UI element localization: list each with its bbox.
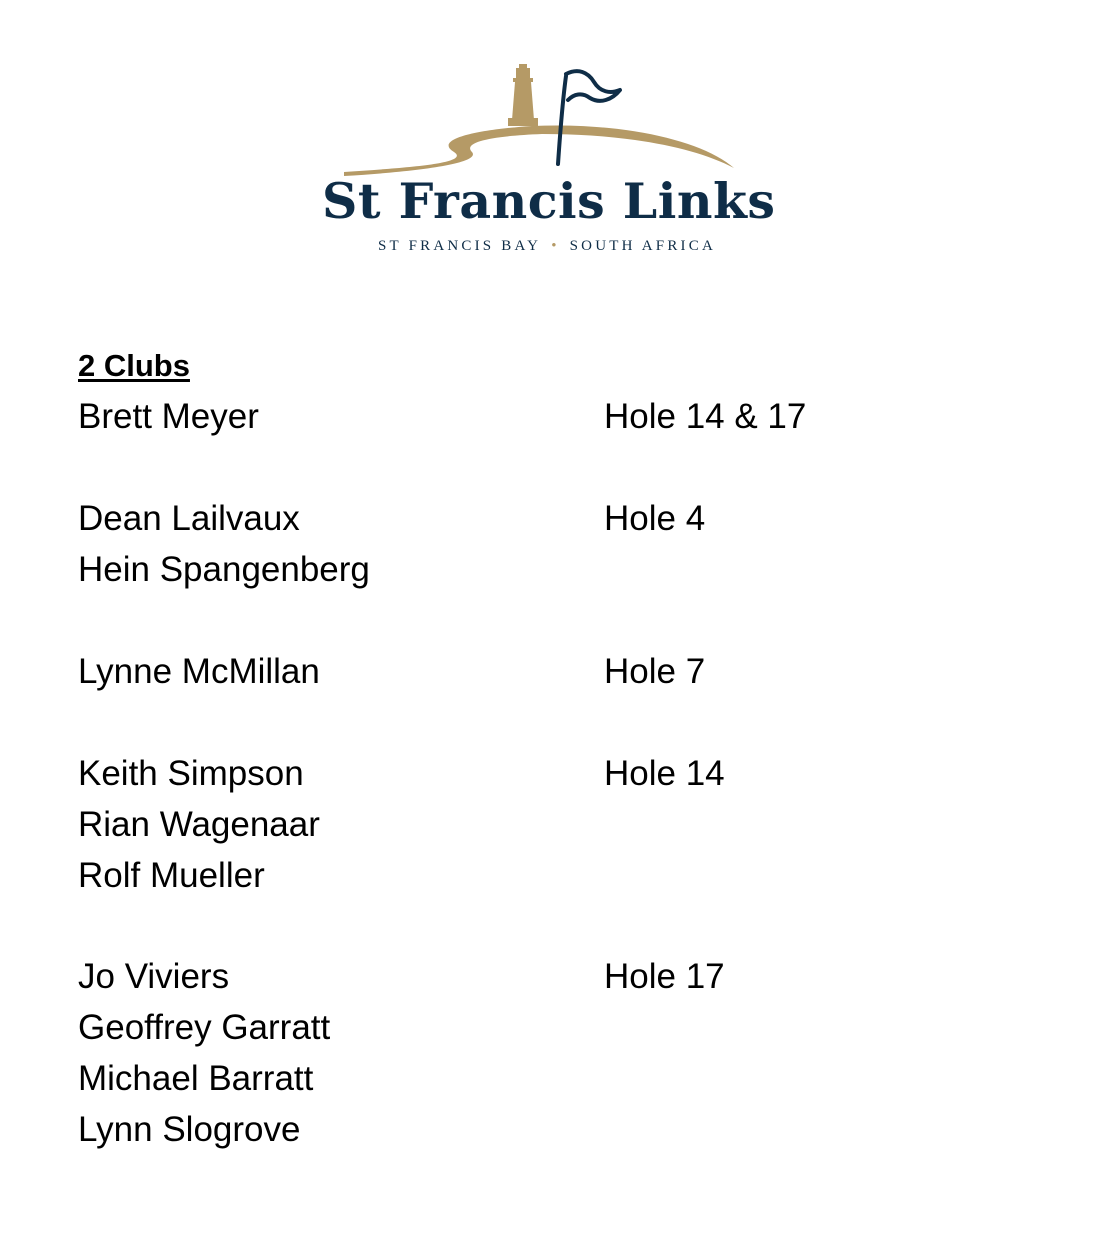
logo-subtitle-left: ST FRANCIS BAY [378, 238, 542, 254]
logo-subtitle [322, 238, 772, 255]
logo-title: St Francis Links [322, 172, 776, 230]
hole-label: Hole 7 [604, 652, 706, 691]
player-name: Dean Lailvaux [78, 499, 300, 538]
hole-label: Hole 14 & 17 [604, 397, 807, 436]
hole-label: Hole 4 [604, 499, 706, 538]
player-name: Lynne McMillan [78, 652, 320, 691]
logo-subtitle-dot: • [551, 238, 560, 254]
player-name: Geoffrey Garratt [78, 1008, 331, 1047]
player-name: Hein Spangenberg [78, 550, 370, 589]
hole-label: Hole 14 [604, 754, 725, 793]
section-heading: 2 Clubs [78, 348, 190, 383]
logo-subtitle-right: SOUTH AFRICA [569, 238, 716, 254]
club-logo [322, 60, 776, 260]
lighthouse-flag-logo-icon [322, 60, 772, 180]
player-name: Jo Viviers [78, 957, 230, 996]
player-name: Rolf Mueller [78, 856, 265, 895]
player-name: Keith Simpson [78, 754, 304, 793]
player-name: Rian Wagenaar [78, 805, 320, 844]
player-name: Michael Barratt [78, 1059, 314, 1098]
player-name: Lynn Slogrove [78, 1110, 301, 1149]
player-name: Brett Meyer [78, 397, 259, 436]
hole-label: Hole 17 [604, 957, 725, 996]
